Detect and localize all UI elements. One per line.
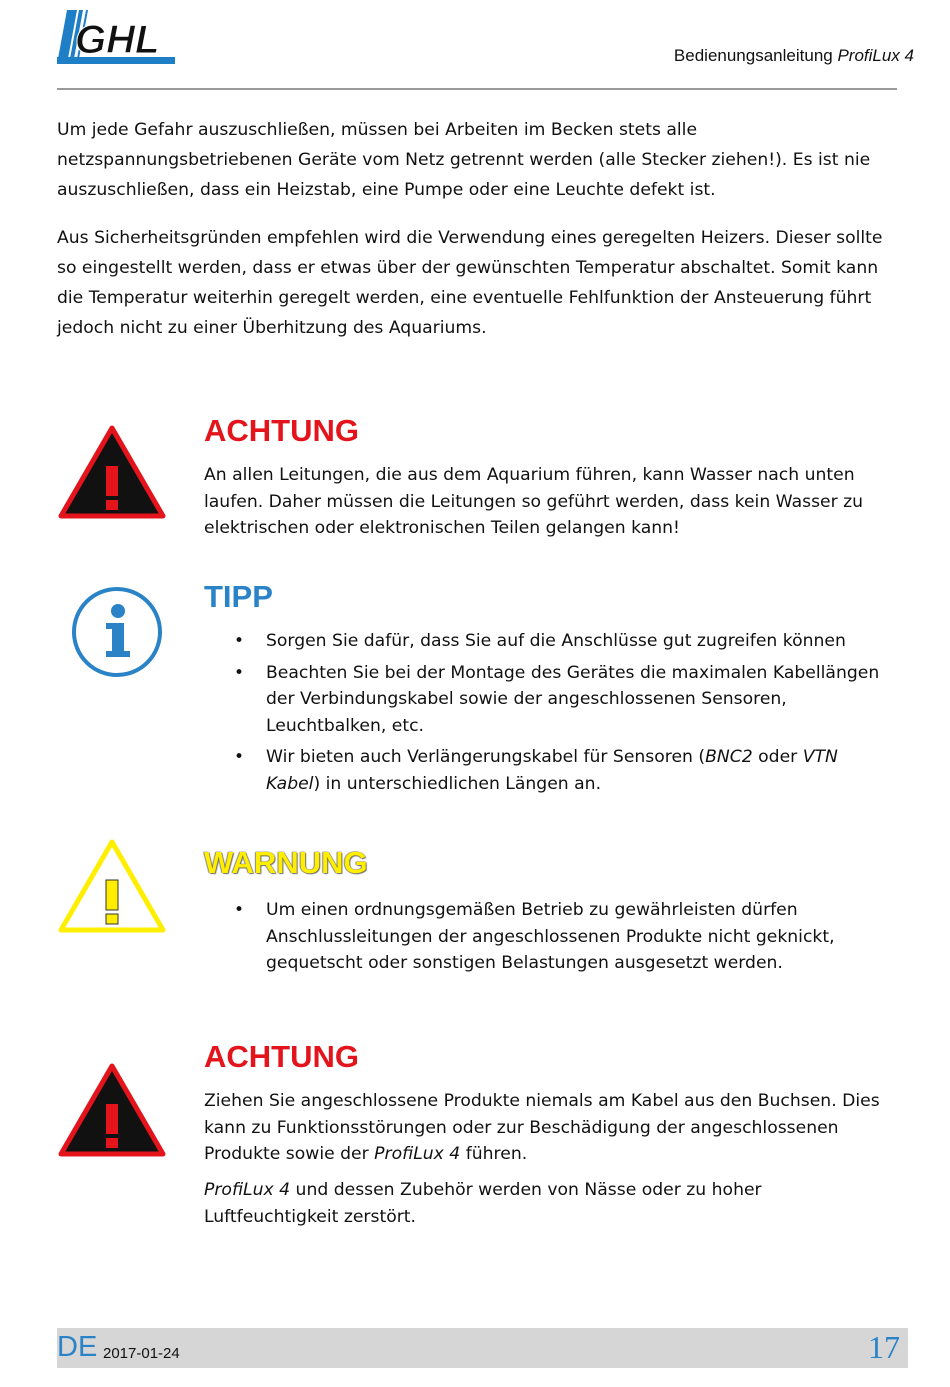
page-number: 17 [868, 1329, 900, 1365]
tip-bullet-1: • Sorgen Sie dafür, dass Sie auf die Anschlüsse gut zugreifen können [204, 628, 894, 655]
footer-bar [57, 1328, 908, 1368]
ghl-logo [57, 8, 177, 66]
info-circle-icon [70, 585, 164, 683]
warning-triangle-icon [57, 838, 167, 938]
header-divider [57, 88, 897, 90]
notice2-heading: ACHTUNG [204, 1039, 359, 1074]
tip-bullet-list [204, 628, 894, 802]
svg-text:GHL: GHL [75, 18, 160, 62]
notice2-paragraph-2: ProfiLux 4 und dessen Zubehör werden von Nässe oder zu hoher Luftfeuchtigkeit zerstört. [204, 1180, 762, 1227]
intro-paragraph-2: Aus Sicherheitsgründen empfehlen wird die Verwendung eines geregelten Heizers. Dieser sollte so eingestellt werden, dass er etwas über der gewünschten Temperatur abschaltet. Somit kann die Temperatur weiterhin geregelt werden, eine eventuelle Fehlfunktion der Ansteuerung führt jedoch nicht zu einer Überhitzung des Aquariums. [57, 228, 883, 338]
notice2-paragraph-1: Ziehen Sie angeschlossene Produkte niemals am Kabel aus den Buchsen. Dies kann zu Funktionsstörungen oder zur Beschädigung der angeschlossenen Produkte sowie der ProfiLux 4 führen. [204, 1091, 880, 1164]
footer-date: 2017-01-24 [103, 1345, 180, 1362]
notice1-text: An allen Leitungen, die aus dem Aquarium führen, kann Wasser nach unten laufen. Daher müssen die Leitungen so geführt werden, dass kein Wasser zu elektrischen oder elektronischen Teilen gelangen kann! [204, 465, 864, 538]
warning-bullet-list [204, 897, 894, 982]
tip-bullet-2: • Beachten Sie bei der Montage des Gerätes die maximalen Kabellängen der Verbindungskabel sowie der angeschlossenen Sensoren, Leuchtbalken, etc. [204, 660, 894, 740]
danger-triangle-icon [57, 1062, 167, 1162]
warning-heading: WARNUNG [204, 845, 368, 880]
warning-bullet-1: • Um einen ordnungsgemäßen Betrieb zu gewährleisten dürfen Anschlussleitungen der angeschlossenen Produkte nicht geknickt, gequetscht oder sonstigen Belastungen ausgesetzt werden. [204, 897, 894, 977]
tip-bullet-3: • Wir bieten auch Verlängerungskabel für Sensoren (BNC2 oder VTN Kabel) in unterschiedlichen Längen an. [204, 744, 894, 797]
ghl-logo-icon [57, 8, 177, 66]
intro-paragraph-1: Um jede Gefahr auszuschließen, müssen bei Arbeiten im Becken stets alle netzspannungsbetriebenen Geräte vom Netz getrennt werden (alle Stecker ziehen!). Es ist nie auszuschließen, dass ein Heizstab, eine Pumpe oder eine Leuchte defekt ist. [57, 120, 871, 200]
document-title: Bedienungsanleitung ProfiLux 4 [673, 46, 914, 65]
tip-heading: TIPP [204, 579, 273, 614]
notice1-heading: ACHTUNG [204, 413, 359, 448]
danger-triangle-icon [57, 424, 167, 524]
footer-language: DE [57, 1331, 98, 1363]
